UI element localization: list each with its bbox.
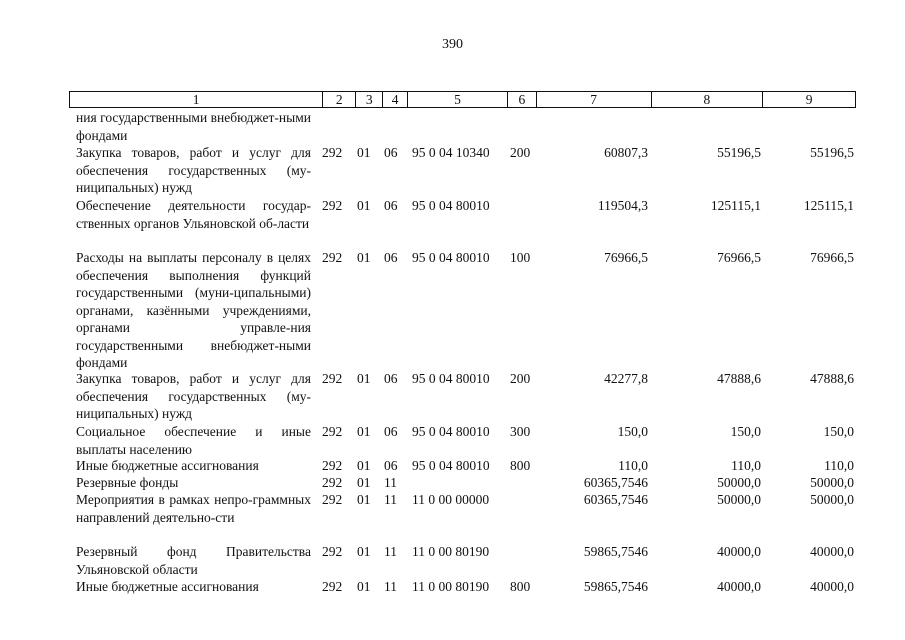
cell-pr: 06 <box>384 250 398 265</box>
cell-v7: 60807,3 <box>604 145 648 160</box>
row-description: Резервные фонды <box>76 475 179 490</box>
cell-rz: 01 <box>357 250 371 265</box>
cell-v7: 59865,7546 <box>583 544 648 559</box>
cell-v8: 40000,0 <box>717 579 761 594</box>
cell-pr: 11 <box>384 475 397 490</box>
cell-kbk: 292 <box>322 544 343 559</box>
cell-rz: 01 <box>357 579 371 594</box>
cell-v8: 110,0 <box>731 458 761 473</box>
cell-vr: 200 <box>510 371 531 386</box>
cell-v9: 125115,1 <box>803 198 854 213</box>
cell-v7: 42277,8 <box>604 371 648 386</box>
cell-vr: 800 <box>510 579 531 594</box>
cell-v9: 55196,5 <box>810 145 854 160</box>
row-description: Обеспечение деятельности государ-ственных органов Ульяновской об-ласти <box>76 198 311 231</box>
header-col-3: 3 <box>355 92 382 107</box>
cell-rz: 01 <box>357 475 371 490</box>
cell-pr: 06 <box>384 145 398 160</box>
cell-kbk: 292 <box>322 145 343 160</box>
cell-v7: 60365,7546 <box>583 475 648 490</box>
cell-v8: 150,0 <box>730 424 761 439</box>
row-description: ния государственными внебюджет-ными фондами <box>76 110 311 143</box>
cell-csr: 95 0 04 80010 <box>412 198 490 213</box>
cell-pr: 06 <box>384 371 398 386</box>
cell-kbk: 292 <box>322 371 343 386</box>
cell-v7: 110,0 <box>618 458 648 473</box>
cell-csr: 95 0 04 80010 <box>412 371 490 386</box>
cell-vr: 300 <box>510 424 531 439</box>
header-col-6: 6 <box>507 92 536 107</box>
cell-kbk: 292 <box>322 579 343 594</box>
cell-v9: 150,0 <box>823 424 854 439</box>
cell-pr: 11 <box>384 579 397 594</box>
row-description: Расходы на выплаты персоналу в целях обеспечения выполнения функций государственными (муни-ципальными) органами, казёнными учреждениями, органами управле-ния государственными внебюджет-ными фондами <box>76 250 311 370</box>
row-description: Закупка товаров, работ и услуг для обеспечения государственных (му-ниципальных) нужд <box>76 145 311 195</box>
cell-v9: 50000,0 <box>810 475 854 490</box>
cell-csr: 11 0 00 80190 <box>412 544 490 559</box>
row-description: Социальное обеспечение и иные выплаты населению <box>76 424 311 457</box>
cell-v7: 119504,3 <box>597 198 648 213</box>
cell-v9: 50000,0 <box>810 492 854 507</box>
table-header <box>69 91 856 108</box>
cell-vr: 200 <box>510 145 531 160</box>
cell-rz: 01 <box>357 544 371 559</box>
cell-kbk: 292 <box>322 424 343 439</box>
cell-vr: 100 <box>510 250 531 265</box>
header-col-2: 2 <box>322 92 355 107</box>
header-col-7: 7 <box>536 92 651 107</box>
row-description: Резервный фонд Правительства Ульяновской области <box>76 544 311 577</box>
row-description: Иные бюджетные ассигнования <box>76 579 259 594</box>
cell-v7: 150,0 <box>617 424 648 439</box>
cell-v9: 40000,0 <box>810 579 854 594</box>
cell-csr: 95 0 04 80010 <box>412 424 490 439</box>
cell-kbk: 292 <box>322 492 343 507</box>
cell-v8: 125115,1 <box>710 198 761 213</box>
cell-rz: 01 <box>357 424 371 439</box>
header-col-4: 4 <box>382 92 407 107</box>
header-col-8: 8 <box>651 92 763 107</box>
header-col-9: 9 <box>762 92 855 107</box>
cell-pr: 06 <box>384 424 398 439</box>
cell-v8: 47888,6 <box>717 371 761 386</box>
cell-csr: 95 0 04 10340 <box>412 145 490 160</box>
cell-rz: 01 <box>357 492 371 507</box>
cell-kbk: 292 <box>322 475 343 490</box>
cell-csr: 95 0 04 80010 <box>412 458 490 473</box>
cell-v8: 40000,0 <box>717 544 761 559</box>
cell-kbk: 292 <box>322 458 343 473</box>
cell-v7: 76966,5 <box>604 250 648 265</box>
cell-v7: 59865,7546 <box>583 579 648 594</box>
cell-csr: 11 0 00 80190 <box>412 579 490 594</box>
cell-v8: 50000,0 <box>717 492 761 507</box>
cell-v8: 76966,5 <box>717 250 761 265</box>
cell-v9: 40000,0 <box>810 544 854 559</box>
cell-kbk: 292 <box>322 198 343 213</box>
cell-v9: 76966,5 <box>810 250 854 265</box>
cell-pr: 06 <box>384 458 398 473</box>
cell-rz: 01 <box>357 145 371 160</box>
cell-pr: 11 <box>384 492 397 507</box>
row-description: Иные бюджетные ассигнования <box>76 458 259 473</box>
cell-vr: 800 <box>510 458 531 473</box>
header-col-5: 5 <box>407 92 507 107</box>
page-number: 390 <box>442 37 463 52</box>
row-description: Закупка товаров, работ и услуг для обеспечения государственных (му-ниципальных) нужд <box>76 371 311 421</box>
header-col-1: 1 <box>192 92 200 107</box>
cell-pr: 06 <box>384 198 398 213</box>
cell-pr: 11 <box>384 544 397 559</box>
row-description: Мероприятия в рамках непро-граммных направлений деятельно-сти <box>76 492 311 525</box>
cell-kbk: 292 <box>322 250 343 265</box>
cell-rz: 01 <box>357 371 371 386</box>
cell-csr: 11 0 00 00000 <box>412 492 490 507</box>
cell-rz: 01 <box>357 458 371 473</box>
cell-v8: 55196,5 <box>717 145 761 160</box>
cell-v9: 47888,6 <box>810 371 854 386</box>
cell-v8: 50000,0 <box>717 475 761 490</box>
cell-v9: 110,0 <box>824 458 854 473</box>
cell-v7: 60365,7546 <box>583 492 648 507</box>
cell-csr: 95 0 04 80010 <box>412 250 490 265</box>
cell-rz: 01 <box>357 198 371 213</box>
